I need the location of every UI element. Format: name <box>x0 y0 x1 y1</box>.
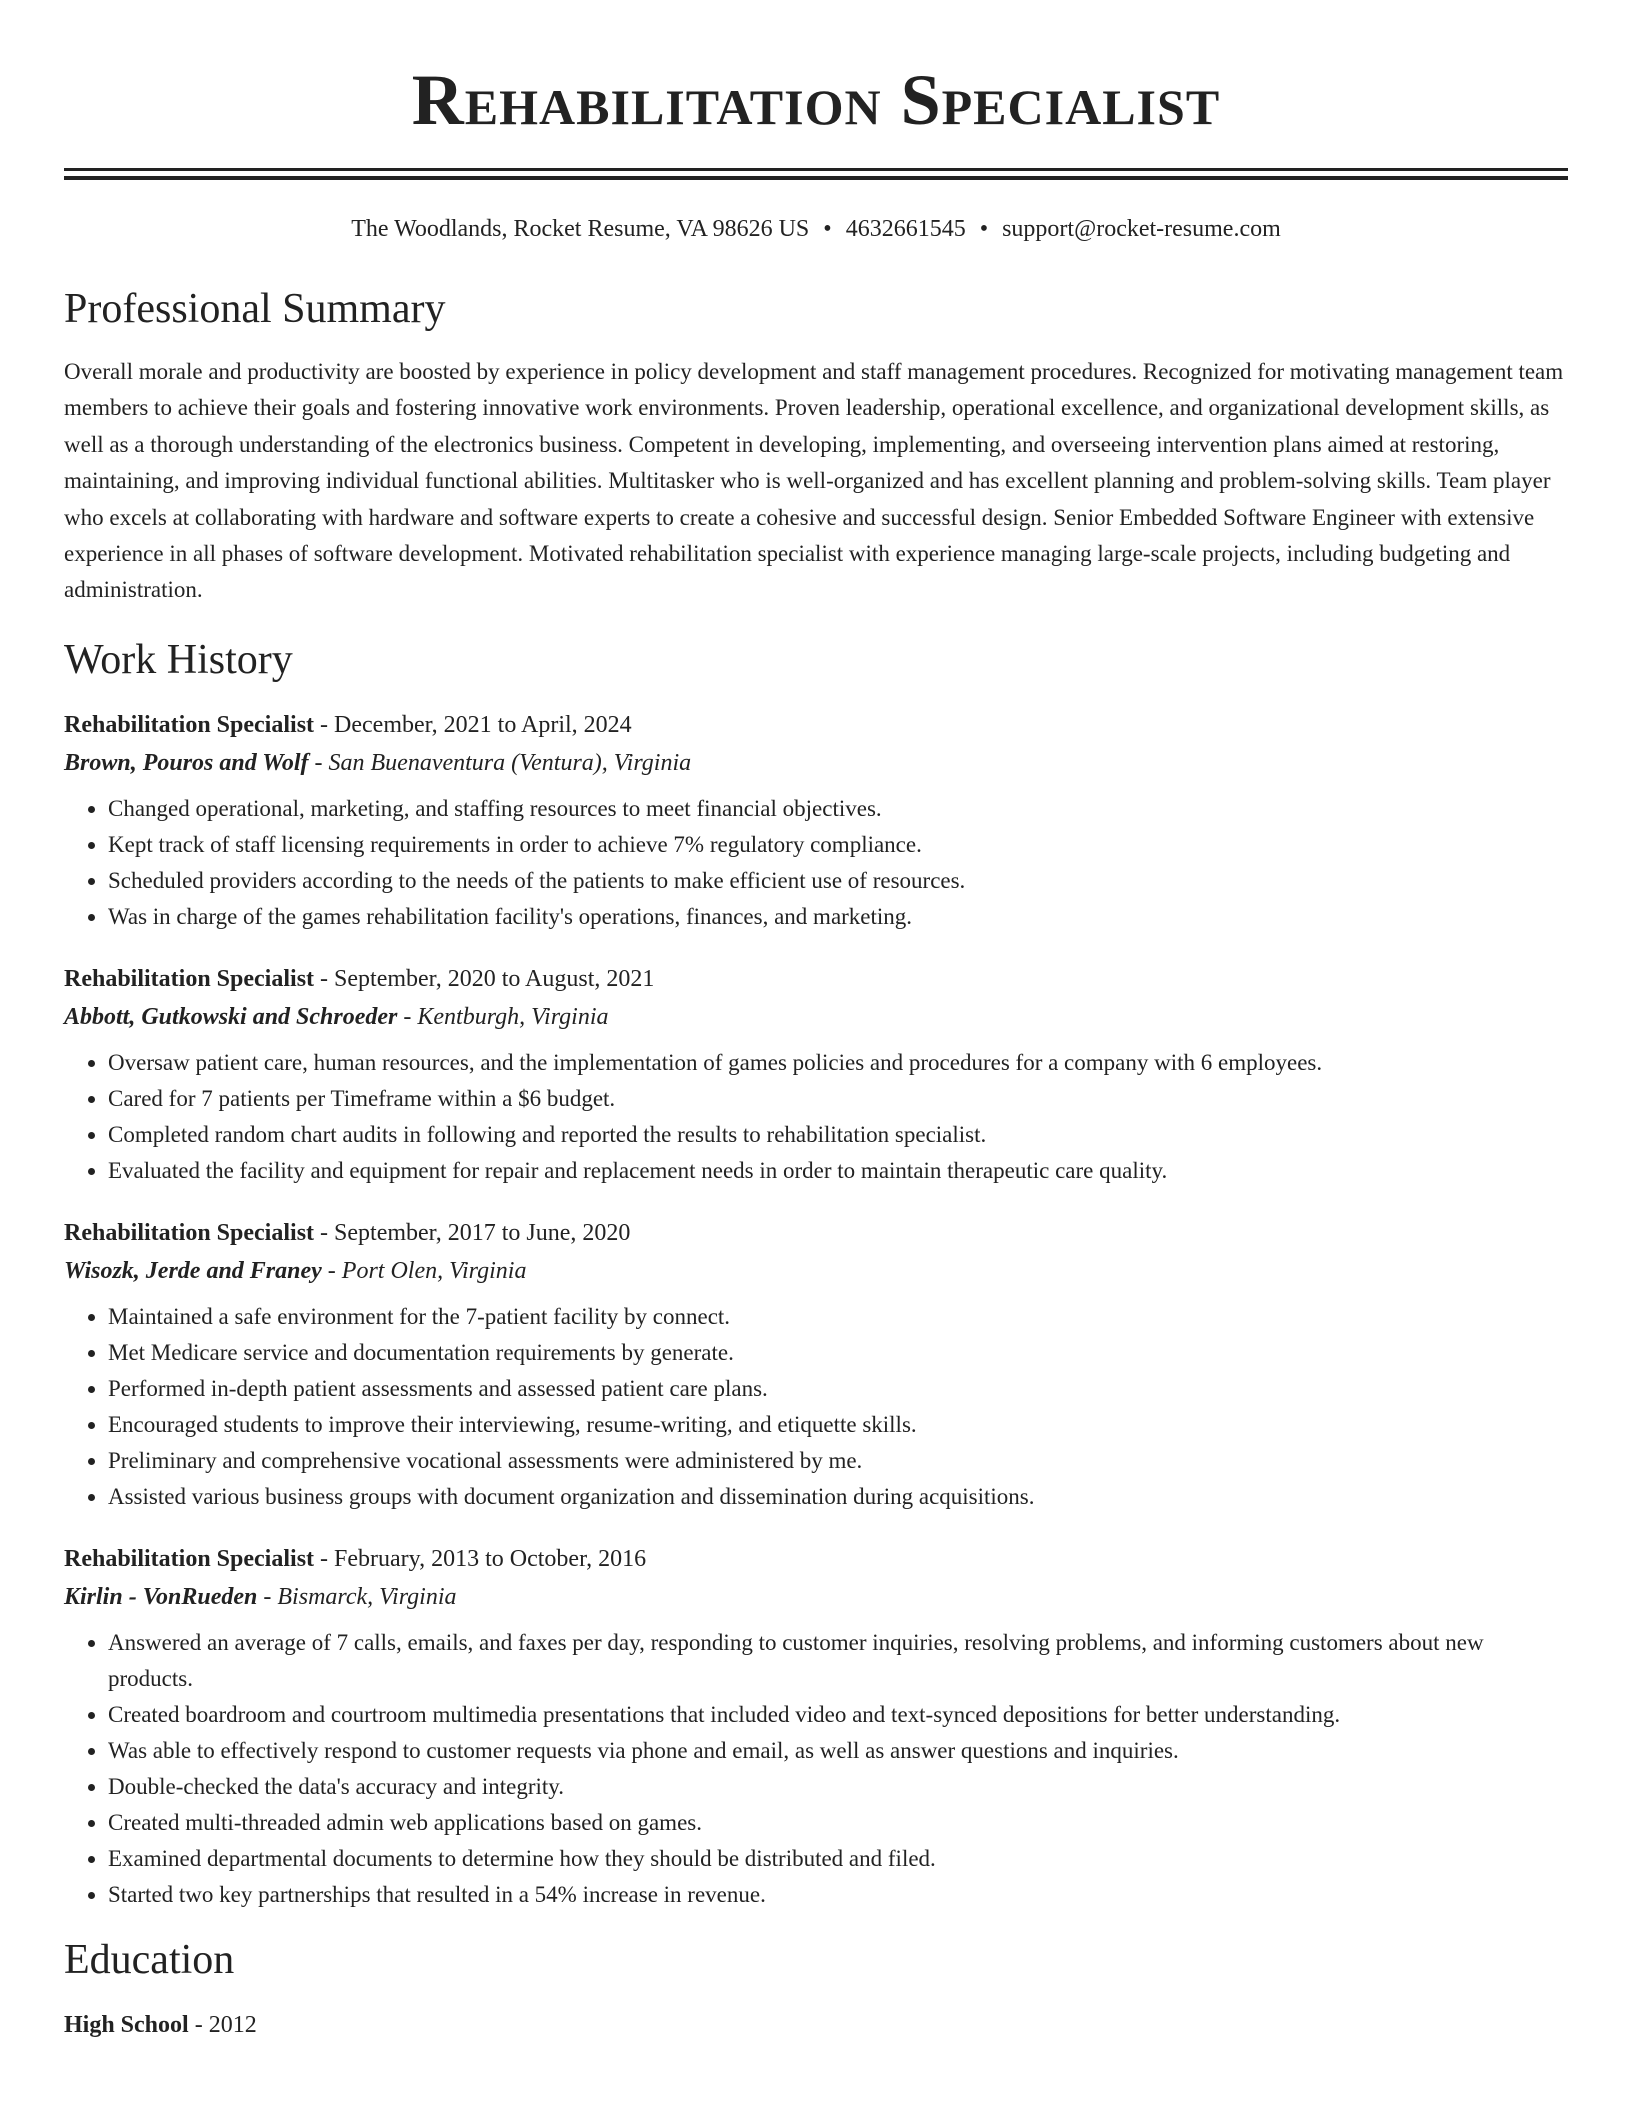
job-title-line <box>64 1215 1568 1251</box>
job-title: Rehabilitation Specialist <box>64 1545 315 1572</box>
work-history-heading: Work History <box>64 636 293 683</box>
education-degree: High School <box>64 2011 189 2038</box>
job-bullet: • Maintained a safe environment for the 7-patient facility by connect. <box>108 1299 1568 1335</box>
job-company-line <box>64 1577 1568 1617</box>
job-bullet: • Double-checked the data's accuracy and integrity. <box>108 1769 1568 1805</box>
job-bullet: • Started two key partnerships that resulted in a 54% increase in revenue. <box>108 1877 1568 1913</box>
contact-line <box>64 214 1568 244</box>
job-bullet: • Completed random chart audits in following and reported the results to rehabilitation specialist. <box>108 1117 1568 1153</box>
job-bullet: • Was in charge of the games rehabilitation facility's operations, finances, and marketing. <box>108 899 1568 935</box>
job-company: Brown, Pouros and Wolf <box>64 749 309 776</box>
job-location: - Bismarck, Virginia <box>257 1583 457 1610</box>
job-title: Rehabilitation Specialist <box>64 711 315 738</box>
job-dates: - September, 2017 to June, 2020 <box>314 1219 631 1246</box>
job-company-line <box>64 1251 1568 1291</box>
education-entry <box>64 2007 1568 2043</box>
job-bullet: • Kept track of staff licensing requirements in order to achieve 7% regulatory compliance. <box>108 827 1568 863</box>
job-bullet: • Performed in-depth patient assessments and assessed patient care plans. <box>108 1371 1568 1407</box>
job-company: Abbott, Gutkowski and Schroeder <box>64 1003 398 1030</box>
education-year: - 2012 <box>188 2011 257 2038</box>
job-bullet: • Evaluated the facility and equipment for repair and replacement needs in order to maintain therapeutic care quality. <box>108 1153 1568 1189</box>
contact-email: support@rocket-resume.com <box>1002 216 1281 242</box>
job-bullets <box>64 1299 1568 1515</box>
job-bullets <box>64 1625 1568 1913</box>
job-bullet: • Assisted various business groups with document organization and dissemination during acquisitions. <box>108 1479 1568 1515</box>
job-bullet: • Preliminary and comprehensive vocational assessments were administered by me. <box>108 1443 1568 1479</box>
job-location: - San Buenaventura (Ventura), Virginia <box>308 749 692 776</box>
contact-phone: 4632661545 <box>845 216 966 242</box>
job-entry <box>64 1541 1568 1913</box>
job-entry <box>64 1215 1568 1515</box>
job-dates: - December, 2021 to April, 2024 <box>314 711 632 738</box>
job-title-line <box>64 707 1568 743</box>
job-entry <box>64 961 1568 1189</box>
job-title: Rehabilitation Specialist <box>64 1219 315 1246</box>
job-location: - Port Olen, Virginia <box>321 1257 527 1284</box>
job-company-line <box>64 997 1568 1037</box>
job-bullet: • Oversaw patient care, human resources, and the implementation of games policies and procedures for a company with 6 employees. <box>108 1045 1568 1081</box>
job-entry <box>64 707 1568 935</box>
job-bullet: • Met Medicare service and documentation requirements by generate. <box>108 1335 1568 1371</box>
job-bullet: • Created multi-threaded admin web applications based on games. <box>108 1805 1568 1841</box>
job-dates: - September, 2020 to August, 2021 <box>314 965 655 992</box>
job-title-line <box>64 1541 1568 1577</box>
job-bullets <box>64 791 1568 935</box>
summary-text: Overall morale and productivity are boosted by experience in policy development and staff management procedures. Recognized for motivating management team members to achieve their goals and fostering innovative work environments. Proven leadership, operational excellence, and organizational development skills, as well as a thorough understanding of the electronics business. Competent in developing, implementing, and overseeing intervention plans aimed at restoring, maintaining, and improving individual functional abilities. Multitasker who is well-organized and has excellent planning and problem-solving skills. Team player who excels at collaborating with hardware and software experts to create a cohesive and successful design. Senior Embedded Software Engineer with extensive experience in all phases of software development. Motivated rehabilitation specialist with experience managing large-scale projects, including budgeting and administration. <box>64 359 1564 603</box>
job-bullet: • Cared for 7 patients per Timeframe within a $6 budget. <box>108 1081 1568 1117</box>
resume-page <box>64 0 1568 2043</box>
job-bullet: • Changed operational, marketing, and staffing resources to meet financial objectives. <box>108 791 1568 827</box>
job-company: Kirlin - VonRueden <box>64 1583 258 1610</box>
job-bullet: • Created boardroom and courtroom multimedia presentations that included video and text-synced depositions for better understanding. <box>108 1697 1568 1733</box>
job-bullet: • Encouraged students to improve their interviewing, resume-writing, and etiquette skills. <box>108 1407 1568 1443</box>
job-bullet: • Scheduled providers according to the needs of the patients to make efficient use of resources. <box>108 863 1568 899</box>
job-bullet: • Was able to effectively respond to customer requests via phone and email, as well as answer questions and inquiries. <box>108 1733 1568 1769</box>
contact-address: The Woodlands, Rocket Resume, VA 98626 US <box>351 216 810 242</box>
job-bullet: • Answered an average of 7 calls, emails, and faxes per day, responding to customer inquiries, resolving problems, and informing customers about new products. <box>108 1625 1568 1697</box>
job-bullets <box>64 1045 1568 1189</box>
summary-heading: Professional Summary <box>64 286 446 332</box>
header-rule-bottom <box>64 176 1568 180</box>
contact-separator: • <box>979 216 989 242</box>
job-company: Wisozk, Jerde and Franey <box>64 1257 322 1284</box>
job-title-line <box>64 961 1568 997</box>
job-dates: - February, 2013 to October, 2016 <box>314 1545 647 1572</box>
job-title: Rehabilitation Specialist <box>64 965 315 992</box>
job-company-line <box>64 743 1568 783</box>
education-heading: Education <box>64 1936 235 1983</box>
job-bullet: • Examined departmental documents to determine how they should be distributed and filed. <box>108 1841 1568 1877</box>
job-location: - Kentburgh, Virginia <box>397 1003 609 1030</box>
header-rule-top <box>64 168 1568 171</box>
resume-name: Rehabilitation Specialist <box>411 60 1221 140</box>
contact-separator: • <box>823 216 832 242</box>
